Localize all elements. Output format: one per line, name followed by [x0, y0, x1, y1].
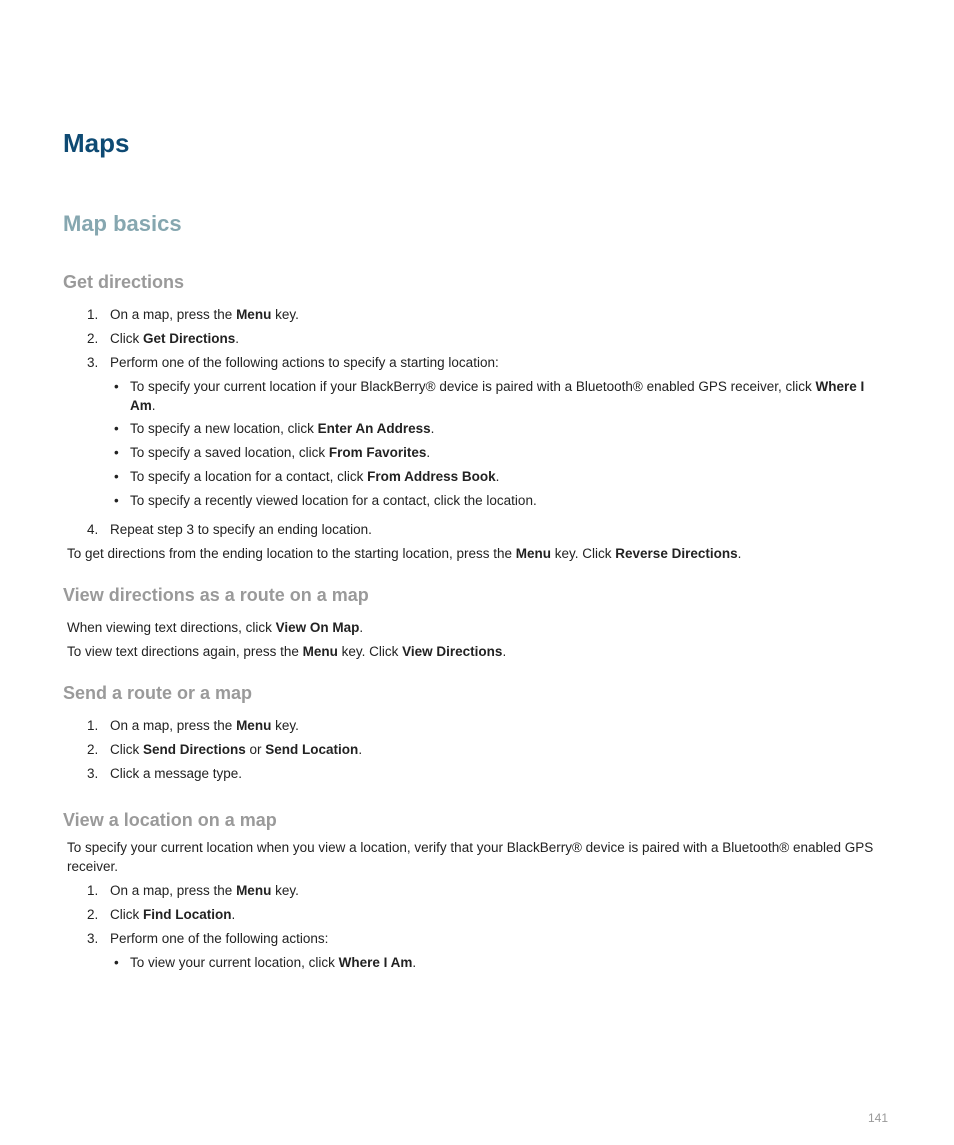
bullet-item-continued: Am. [130, 398, 156, 413]
page-number: 141 [868, 1111, 889, 1125]
step-number: 2. [87, 742, 99, 757]
bullet-item: To view your current location, click Where I Am. [130, 955, 417, 970]
step-item: On a map, press the Menu key. [110, 718, 299, 733]
bullet-icon: • [114, 445, 119, 460]
step-number: 1. [87, 307, 99, 322]
heading-get-directions: Get directions [63, 272, 185, 292]
bullet-icon: • [114, 955, 119, 970]
step-number: 2. [87, 331, 99, 346]
step-item: On a map, press the Menu key. [110, 883, 299, 898]
bullet-icon: • [114, 379, 119, 394]
step-item: Repeat step 3 to specify an ending location. [110, 522, 372, 537]
bullet-item: To specify a location for a contact, click From Address Book. [130, 469, 500, 484]
step-item: Perform one of the following actions to specify a starting location: [110, 355, 499, 370]
paragraph: To get directions from the ending location to the starting location, press the Menu key. Click Reverse Directions. [67, 546, 742, 561]
bullet-icon: • [114, 469, 119, 484]
step-item: Perform one of the following actions: [110, 931, 329, 946]
heading-view-route: View directions as a route on a map [63, 585, 369, 605]
step-number: 2. [87, 907, 99, 922]
paragraph: To specify your current location when you view a location, verify that your BlackBerry® device is paired with a Bluetooth® enabled GPS [67, 840, 874, 855]
bullet-item: To specify a recently viewed location for a contact, click the location. [130, 493, 537, 508]
heading-view-location: View a location on a map [63, 810, 277, 830]
step-item: Click Find Location. [110, 907, 236, 922]
step-number: 4. [87, 522, 99, 537]
step-item: On a map, press the Menu key. [110, 307, 299, 322]
paragraph: When viewing text directions, click View On Map. [67, 620, 364, 635]
bullet-item: To specify a saved location, click From Favorites. [130, 445, 431, 460]
bullet-item: To specify your current location if your BlackBerry® device is paired with a Bluetooth® enabled GPS receiver, click Where I [130, 379, 865, 394]
step-number: 3. [87, 355, 99, 370]
paragraph: To view text directions again, press the Menu key. Click View Directions. [67, 644, 507, 659]
page-title: Maps [63, 128, 130, 158]
heading-send-route: Send a route or a map [63, 683, 253, 703]
step-number: 3. [87, 766, 99, 781]
bullet-icon: • [114, 421, 119, 436]
step-item: Click a message type. [110, 766, 243, 781]
bullet-item: To specify a new location, click Enter An Address. [130, 421, 435, 436]
step-item: Click Send Directions or Send Location. [110, 742, 363, 757]
section-title: Map basics [63, 211, 182, 236]
bullet-icon: • [114, 493, 119, 508]
step-number: 1. [87, 883, 99, 898]
paragraph-continued: receiver. [67, 859, 119, 874]
step-number: 1. [87, 718, 99, 733]
step-item: Click Get Directions. [110, 331, 240, 346]
step-number: 3. [87, 931, 99, 946]
